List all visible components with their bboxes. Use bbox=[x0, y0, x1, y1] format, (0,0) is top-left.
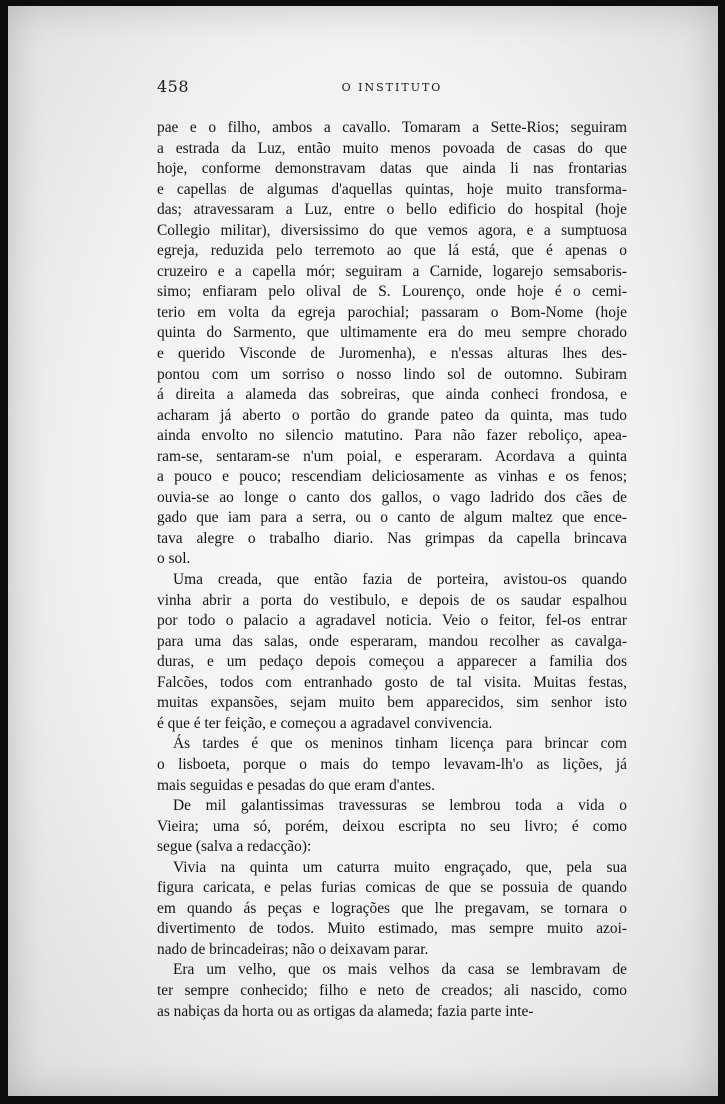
paragraph bbox=[157, 858, 627, 961]
running-head: O INSTITUTO bbox=[341, 81, 443, 94]
paragraph bbox=[157, 570, 627, 734]
text-line: o sol. bbox=[157, 550, 191, 568]
text-line: a pouco e pouco; rescendiam deliciosamente as vinhas e os fenos; bbox=[157, 468, 627, 486]
text-line: hoje, conforme demonstravam datas que ainda li nas frontarias bbox=[157, 160, 627, 178]
page-number: 458 bbox=[157, 77, 190, 96]
text-line: Falcões, todos com entranhado gosto de tal visita. Muitas festas, bbox=[157, 673, 627, 691]
text-line: segue (salva a redacção): bbox=[157, 838, 312, 856]
paragraph bbox=[157, 796, 627, 858]
text-line: para uma das salas, onde esperaram, mandou recolher as cavalga- bbox=[157, 632, 627, 650]
text-line: por todo o palacio a agradavel noticia. Veio o feitor, fel-os entrar bbox=[157, 612, 627, 630]
text-line: e capellas de algumas d'aquellas quintas, hoje muito transforma- bbox=[157, 180, 627, 198]
text-line: duras, e um pedaço depois começou a apparecer a familia dos bbox=[157, 653, 627, 671]
text-line: tava alegre o trabalho diario. Nas grimpas da capella brincava bbox=[157, 529, 627, 547]
body-text bbox=[157, 118, 627, 1022]
text-line: ouvia-se ao longe o canto dos gallos, o vago ladrido dos cães de bbox=[157, 488, 627, 506]
text-line: muitas expansões, sejam muito bem apparecidos, sim senhor isto bbox=[157, 694, 627, 712]
paragraph bbox=[157, 118, 627, 570]
text-line: Vivia na quinta um caturra muito engraçado, que, pela sua bbox=[173, 858, 627, 876]
text-line: nado de brincadeiras; não o deixavam parar. bbox=[157, 940, 429, 958]
text-line: gado que iam para a serra, ou o canto de algum maltez que ence- bbox=[157, 509, 627, 527]
text-line: egreja, reduzida pelo terremoto ao que lá está, que é apenas o bbox=[157, 242, 627, 260]
text-line: quinta do Sarmento, que ultimamente era do meu sempre chorado bbox=[157, 324, 627, 342]
text-line: o lisboeta, porque o mais do tempo levavam-lh'o as lições, já bbox=[157, 755, 627, 773]
text-line: Collegio militar), diversissimo do que vemos agora, e a sumptuosa bbox=[157, 221, 627, 239]
text-line: divertimento de todos. Muito estimado, mas sempre muito azoi- bbox=[157, 920, 627, 938]
text-line: ainda envolto no silencio matutino. Para não fazer reboliço, apea- bbox=[157, 427, 627, 445]
text-line: De mil galantissimas travessuras se lembrou toda a vida o bbox=[173, 797, 627, 815]
page-header bbox=[157, 77, 627, 101]
text-line: pae e o filho, ambos a cavallo. Tomaram a Sette-Rios; seguiram bbox=[157, 119, 627, 136]
text-line: pontou com um sorriso o nosso lindo sol de outomno. Subiram bbox=[157, 365, 627, 383]
text-line: simo; enfiaram pelo olival de S. Lourenço, onde hoje é o cemi- bbox=[157, 283, 627, 301]
text-line: ram-se, sentaram-se n'um poial, e esperaram. Acordava a quinta bbox=[157, 447, 627, 465]
text-line: ter sempre conhecido; filho e neto de creados; ali nascido, como bbox=[157, 981, 627, 999]
text-line: as nabiças da horta ou as ortigas da alameda; fazia parte inte- bbox=[157, 1002, 534, 1020]
text-line: á direita a alameda das sobreiras, que ainda conheci frondosa, e bbox=[157, 386, 627, 404]
text-line: Vieira; uma só, porém, deixou escripta no seu livro; é como bbox=[157, 817, 627, 835]
text-line: é que é ter feição, e começou a agradavel convivencia. bbox=[157, 714, 493, 732]
text-line: Uma creada, que então fazia de porteira, avistou-os quando bbox=[173, 571, 627, 589]
text-line: figura caricata, e pelas furias comicas de que se possuia de quando bbox=[157, 879, 627, 897]
text-line: Era um velho, que os mais velhos da casa se lembravam de bbox=[173, 961, 627, 979]
text-line: vinha abrir a porta do vestibulo, e depois de os saudar espalhou bbox=[157, 591, 627, 609]
text-line: terio em volta da egreja parochial; passaram o Bom-Nome (hoje bbox=[157, 303, 627, 321]
paragraph bbox=[157, 734, 627, 796]
text-line: cruzeiro e a capella mór; seguiram a Carnide, logarejo semsaboris- bbox=[157, 262, 627, 280]
text-line: em quando ás peças e lograções que lhe pregavam, se tornara o bbox=[157, 899, 627, 917]
text-line: a estrada da Luz, então muito menos povoada de casas do que bbox=[157, 139, 627, 157]
paragraph bbox=[157, 960, 627, 1022]
text-line: mais seguidas e pesadas do que eram d'antes. bbox=[157, 776, 436, 794]
text-line: das; atravessaram a Luz, entre o bello edificio do hospital (hoje bbox=[157, 201, 627, 219]
text-line: Ás tardes é que os meninos tinham licença para brincar com bbox=[173, 735, 627, 753]
text-line: acharam já aberto o portão do grande pateo da quinta, mas tudo bbox=[157, 406, 627, 424]
text-line: e querido Visconde de Juromenha), e n'essas alturas lhes des- bbox=[157, 345, 627, 363]
